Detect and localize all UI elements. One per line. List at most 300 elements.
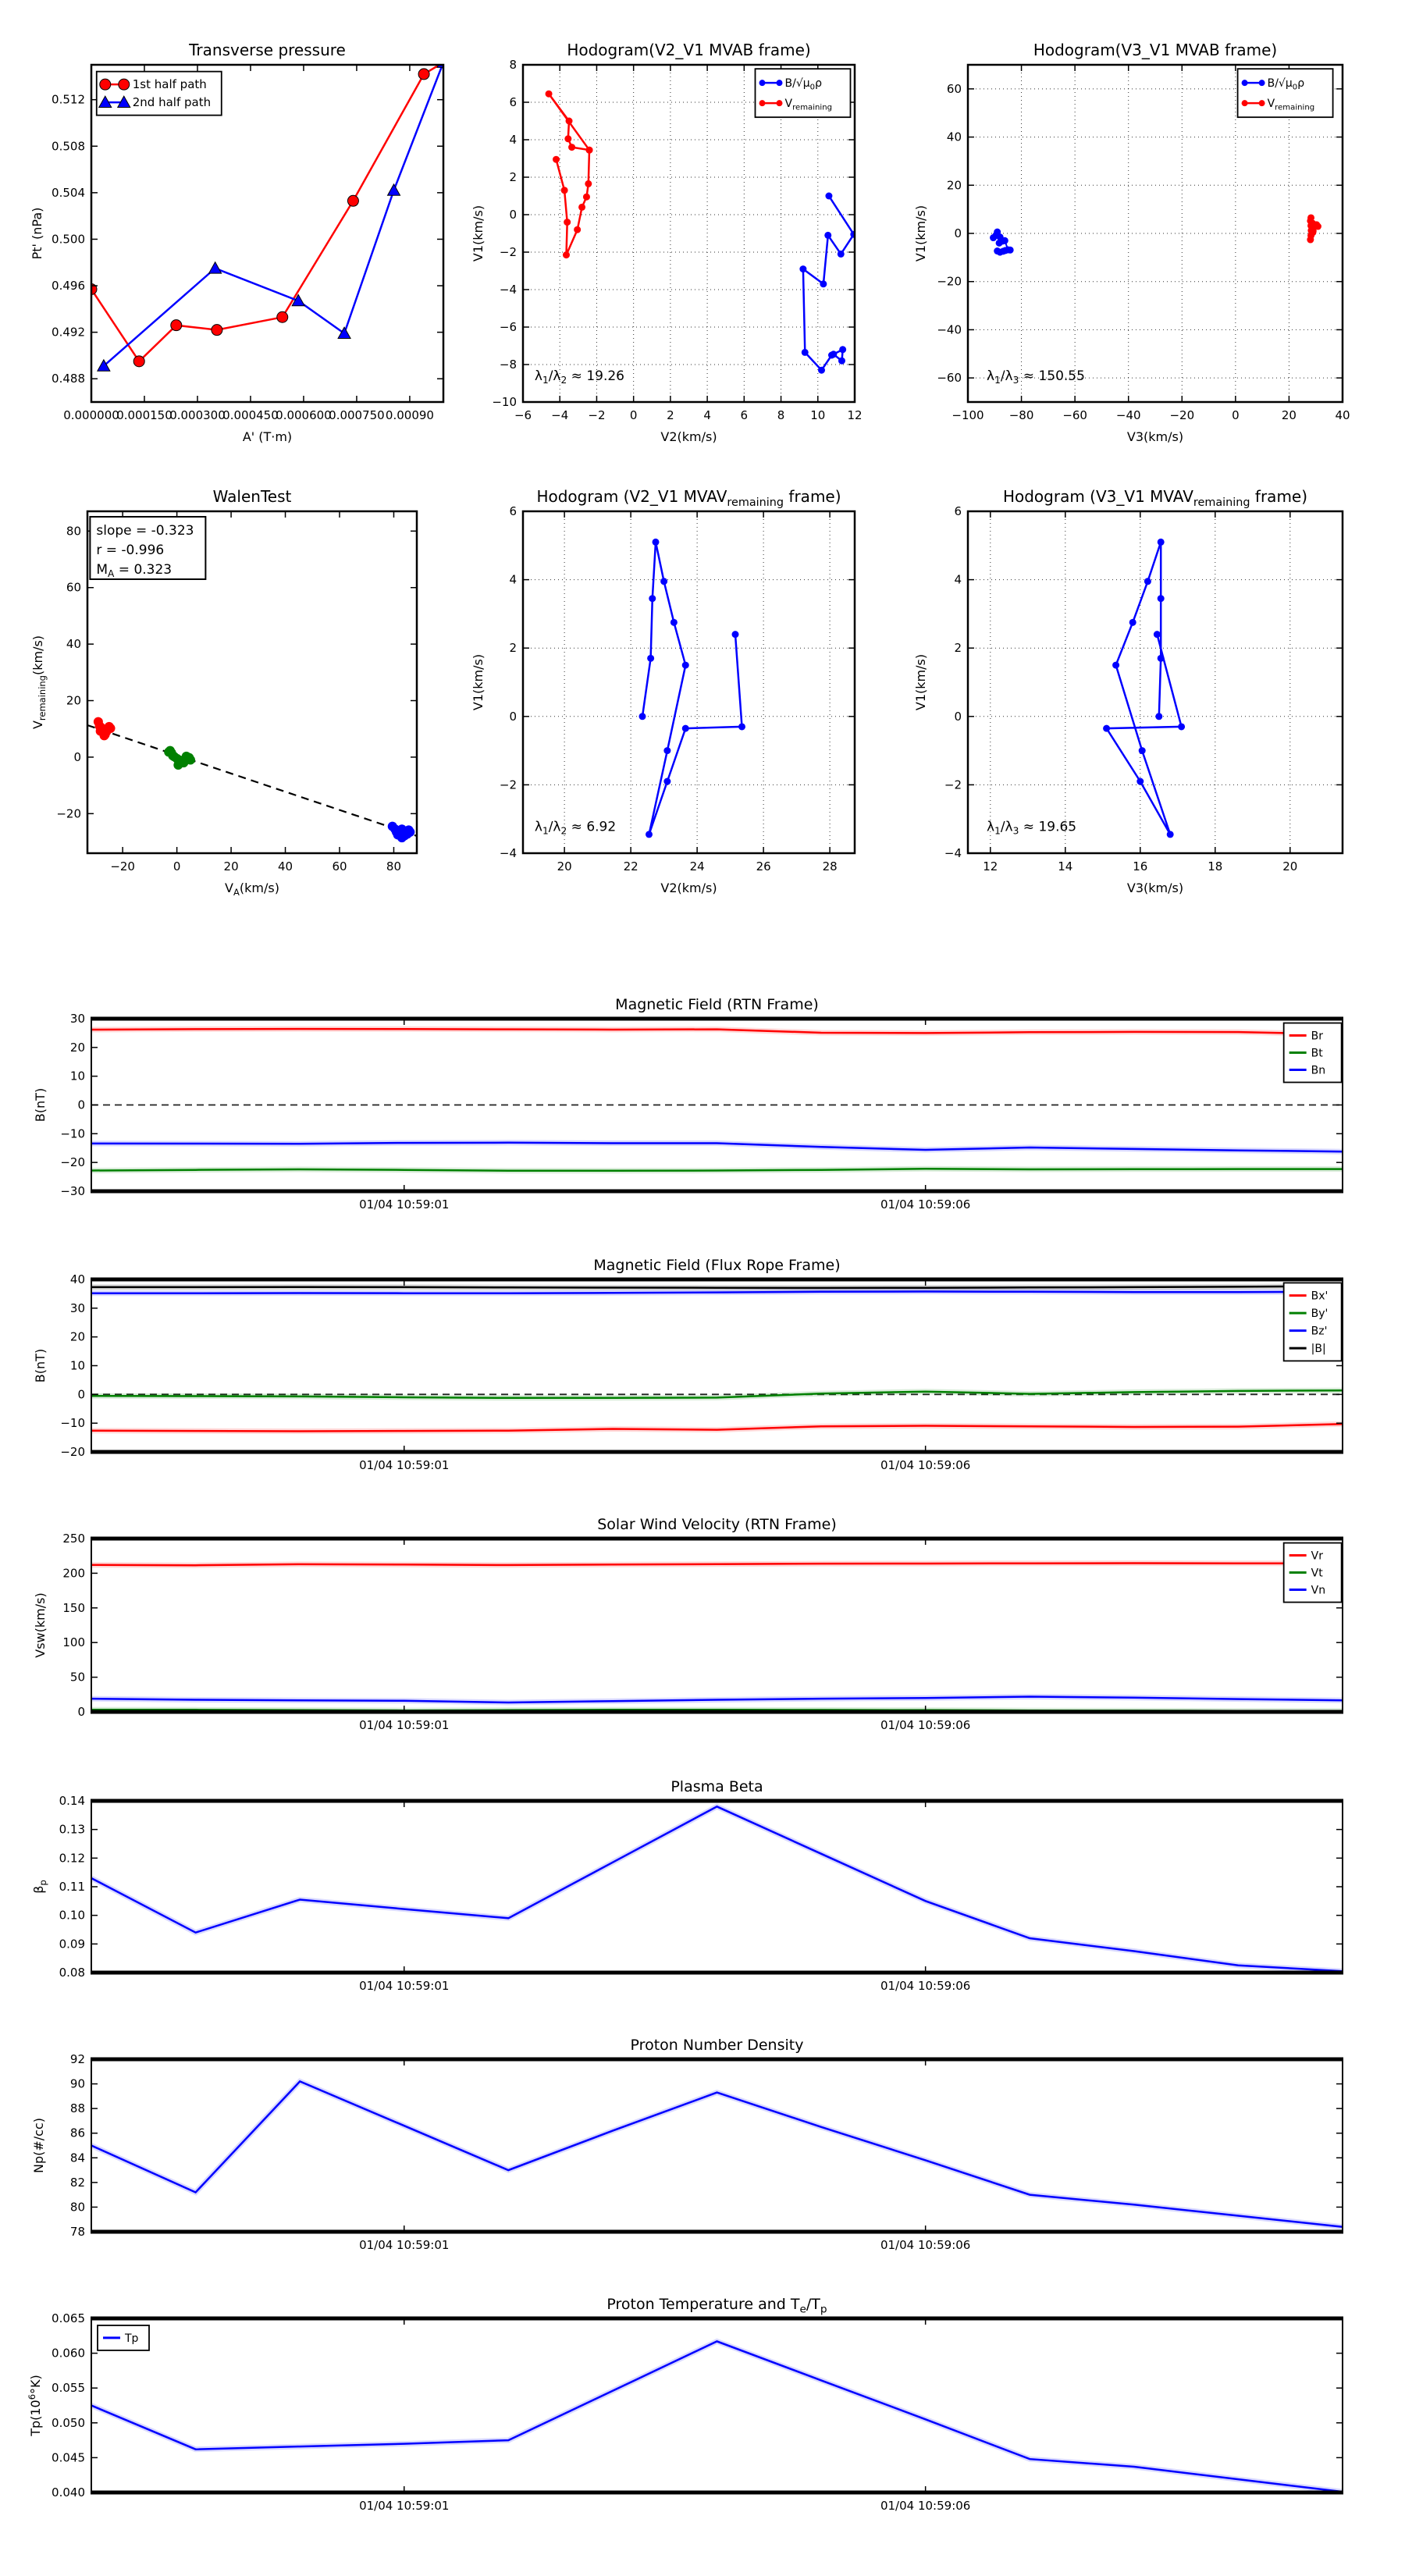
- series-layer: [546, 91, 858, 374]
- dot-marker: [586, 147, 593, 154]
- x-tick-label: 0.000150: [116, 408, 173, 422]
- series-layer: [91, 1564, 1343, 1711]
- triangle-marker: [209, 262, 222, 273]
- legend-label: Br: [1311, 1030, 1324, 1043]
- circle-marker: [119, 79, 130, 90]
- circle-marker: [277, 311, 288, 322]
- axes-frame: [523, 511, 855, 853]
- y-tick-label: 0.09: [59, 1937, 85, 1952]
- dot-marker: [777, 80, 783, 86]
- dot-marker: [838, 251, 845, 258]
- x-tick-label: 20: [557, 859, 572, 873]
- dot-marker: [1144, 578, 1151, 585]
- y-tick-label: 0.500: [52, 232, 85, 247]
- y-tick-label: 0.060: [52, 2346, 85, 2361]
- solar-wind-velocity-legend: [1284, 1543, 1342, 1603]
- dot-marker: [820, 280, 827, 287]
- y-tick-label: 0.508: [52, 139, 85, 154]
- y-tick-label: 82: [69, 2175, 85, 2190]
- circle-marker: [418, 69, 429, 80]
- magnetic-field-rtn-title: Magnetic Field (RTN Frame): [615, 996, 819, 1013]
- x-tick-label: 2: [667, 408, 674, 422]
- dot-marker: [653, 539, 660, 546]
- x-tick-label: −60: [1062, 408, 1087, 422]
- x-tick-label: 0.000300: [169, 408, 226, 422]
- x-tick-label: −6: [514, 408, 532, 422]
- y-tick-label: 6: [954, 504, 962, 518]
- walen-test-title: WalenTest: [212, 487, 292, 506]
- grid: [968, 511, 1343, 853]
- y-tick-label: 0.504: [52, 185, 85, 200]
- dot-marker: [553, 156, 560, 163]
- x-tick-label: 22: [623, 859, 638, 873]
- y-tick-label: 0.065: [52, 2311, 85, 2325]
- x-tick-label: 12: [983, 859, 998, 873]
- axes-frame: [91, 1801, 1343, 1973]
- stats-line: r = -0.996: [96, 543, 165, 559]
- dot-marker: [564, 135, 571, 142]
- plot-walen-test: [30, 487, 417, 898]
- plot-plasma-beta: [31, 1778, 1343, 1993]
- circle-marker: [133, 356, 144, 367]
- x-tick-label: 40: [1335, 408, 1350, 422]
- y-tick-label: 150: [62, 1600, 85, 1615]
- y-tick-label: 0.14: [59, 1794, 85, 1808]
- y-tick-label: 6: [509, 504, 517, 518]
- y-tick-label: 4: [954, 572, 962, 587]
- magnetic-field-flux-rope-legend: [1284, 1283, 1342, 1361]
- plot-transverse-pressure: [30, 41, 450, 444]
- hodogram-v3v1-mvab-xlabel: V3(km/s): [1126, 429, 1184, 444]
- dot-marker: [1167, 831, 1174, 838]
- dot-marker: [563, 251, 570, 258]
- proton-temperature-title: Proton Temperature and $T_e/T_p$: [606, 2296, 827, 2316]
- hodogram-v3v1-mvav-title: Hodogram (V3_V1 $MVAV_{remaining}$ frame): [1002, 487, 1308, 509]
- legend-label: 2nd half path: [132, 95, 212, 110]
- y-tick-label: 4: [509, 572, 517, 587]
- hodogram-v2v1-mvav-ylabel: V1(km/s): [471, 653, 486, 711]
- y-tick-label: 60: [66, 580, 81, 595]
- y-tick-label: −8: [499, 358, 517, 372]
- magnetic-field-flux-rope-title: Magnetic Field (Flux Rope Frame): [593, 1257, 841, 1274]
- hodogram-v3v1-mvab-title: Hodogram(V3_V1 MVAB frame): [1033, 41, 1278, 59]
- y-tick-label: 0.12: [59, 1851, 85, 1866]
- y-tick-label: 30: [69, 1012, 85, 1026]
- dot-marker: [1103, 725, 1110, 732]
- y-tick-label: 0: [77, 1705, 85, 1719]
- x-tick-label: 18: [1208, 859, 1223, 873]
- y-tick-label: 0: [509, 208, 517, 222]
- series-beta: [91, 1806, 1343, 1971]
- y-tick-label: 90: [69, 2076, 85, 2091]
- legend-label: $B/√\mu_0\rho$: [784, 77, 822, 92]
- dot-marker: [994, 247, 1001, 254]
- dot-marker: [1129, 619, 1136, 626]
- dot-marker: [1136, 778, 1144, 785]
- x-tick-label: −20: [1169, 408, 1195, 422]
- x-tick-label: 14: [1058, 859, 1073, 873]
- dot-marker: [839, 346, 846, 353]
- x-tick-label: 01/04 10:59:06: [880, 1979, 971, 1993]
- x-tick-label: −4: [551, 408, 569, 422]
- y-tick-label: 30: [69, 1300, 85, 1315]
- hodogram-v3v1-mvav-xlabel: V3(km/s): [1126, 881, 1184, 895]
- y-tick-label: 40: [66, 637, 81, 652]
- y-tick-label: 0.13: [59, 1822, 85, 1837]
- y-tick-label: 0.050: [52, 2415, 85, 2430]
- dot-marker: [1112, 662, 1119, 669]
- plot-proton-temperature: [27, 2296, 1343, 2513]
- y-tick-label: −30: [60, 1184, 85, 1198]
- x-tick-label: 01/04 10:59:06: [880, 1197, 971, 1212]
- y-tick-label: 78: [69, 2225, 85, 2239]
- triangle-marker: [292, 294, 304, 305]
- x-tick-label: 0.00090: [385, 408, 434, 422]
- dot-marker: [663, 747, 670, 754]
- dot-marker: [639, 713, 646, 720]
- x-tick-label: 01/04 10:59:01: [359, 1458, 450, 1472]
- y-tick-label: −2: [499, 777, 517, 792]
- magnetic-field-rtn-ylabel: B(nT): [33, 1087, 48, 1123]
- x-tick-label: 0.000600: [276, 408, 332, 422]
- y-tick-label: 4: [509, 133, 517, 147]
- circle-marker: [347, 195, 358, 206]
- legend-label: $V_{remaining}$: [1267, 98, 1315, 112]
- hodogram-v2v1-mvab-ylabel: V1(km/s): [471, 205, 486, 262]
- y-tick-label: 0.040: [52, 2485, 85, 2500]
- plot-hodogram-v2v1-mvab: [471, 41, 863, 444]
- legend-label: |B|: [1311, 1343, 1326, 1356]
- dot-marker: [777, 100, 783, 106]
- x-tick-label: 26: [756, 859, 771, 873]
- y-tick-label: −10: [60, 1416, 85, 1431]
- y-tick-label: 0: [77, 1098, 85, 1112]
- y-tick-label: 88: [69, 2101, 85, 2116]
- dot-marker: [1155, 713, 1162, 720]
- series-path: [642, 542, 742, 834]
- y-tick-label: −4: [944, 846, 962, 860]
- y-tick-label: 200: [62, 1566, 85, 1581]
- x-tick-label: 01/04 10:59:06: [880, 1458, 971, 1472]
- dot-marker: [1242, 80, 1248, 86]
- transverse-pressure-legend: [97, 72, 222, 116]
- y-tick-label: 0.492: [52, 325, 85, 340]
- hodogram-v2v1-mvav-title: Hodogram (V2_V1 $MVAV_{remaining}$ frame): [536, 487, 841, 509]
- legend-label: $V_{remaining}$: [784, 98, 833, 112]
- dot-marker: [663, 778, 670, 785]
- dot-marker: [568, 144, 575, 151]
- dot-marker: [759, 80, 766, 86]
- y-tick-label: 6: [509, 95, 517, 109]
- plot-magnetic-field-flux-rope: [33, 1257, 1343, 1472]
- hodogram-v2v1-mvab-legend: [756, 69, 851, 117]
- dot-marker: [566, 118, 573, 125]
- dot-marker: [1139, 747, 1146, 754]
- x-tick-label: 12: [847, 408, 863, 422]
- y-tick-label: 100: [62, 1635, 85, 1650]
- x-tick-label: 0.000450: [222, 408, 279, 422]
- plot-hodogram-v3v1-mvav: [913, 487, 1343, 895]
- lambda-annotation: $\lambda_1/\lambda_2 \approx 19.26$: [534, 368, 624, 386]
- legend-label: $B/√\mu_0\rho$: [1267, 77, 1305, 92]
- y-tick-label: 92: [69, 2052, 85, 2066]
- y-tick-label: 0.055: [52, 2381, 85, 2396]
- dot-marker: [732, 631, 739, 638]
- x-tick-label: 01/04 10:59:01: [359, 1718, 450, 1732]
- dot-marker: [179, 758, 188, 767]
- dot-marker: [1001, 237, 1008, 244]
- y-tick-label: −10: [60, 1126, 85, 1141]
- series-layer: [91, 1286, 1343, 1432]
- stats-line: $M_A = 0.323$: [96, 562, 173, 580]
- x-tick-label: −20: [110, 859, 135, 873]
- axes-frame: [968, 511, 1343, 853]
- dot-marker: [818, 367, 825, 374]
- dot-marker: [1307, 237, 1314, 244]
- x-tick-label: 24: [689, 859, 705, 873]
- y-tick-label: 8: [509, 58, 517, 72]
- stats-line: slope = -0.323: [96, 523, 194, 539]
- dot-marker: [397, 833, 407, 842]
- x-tick-label: 40: [278, 859, 293, 873]
- legend-label: Bx': [1311, 1290, 1329, 1303]
- dot-marker: [660, 578, 667, 585]
- x-tick-label: 8: [777, 408, 785, 422]
- dot-marker: [546, 91, 553, 98]
- dot-marker: [1158, 539, 1165, 546]
- x-tick-label: 0: [629, 408, 638, 422]
- dot-marker: [682, 662, 689, 669]
- triangle-marker: [338, 327, 350, 338]
- y-tick-label: −20: [60, 1155, 85, 1170]
- plot-proton-number-density: [31, 2037, 1343, 2252]
- y-tick-label: −20: [56, 806, 81, 821]
- dot-marker: [585, 180, 592, 187]
- x-tick-label: 0.000000: [63, 408, 119, 422]
- y-tick-label: 80: [69, 2200, 85, 2215]
- series-layer: [87, 717, 417, 842]
- dot-marker: [682, 725, 689, 732]
- hodogram-v2v1-mvav-xlabel: V2(km/s): [660, 881, 717, 895]
- x-tick-label: 0: [173, 859, 181, 873]
- y-tick-label: 2: [509, 641, 517, 656]
- dot-marker: [1158, 655, 1165, 662]
- hodogram-v3v1-mvav-ylabel: V1(km/s): [913, 653, 928, 711]
- legend-label: Vt: [1311, 1567, 1323, 1580]
- x-tick-label: 16: [1133, 859, 1148, 873]
- series-path: [1107, 542, 1182, 834]
- transverse-pressure-xlabel: A' (T·m): [242, 429, 293, 444]
- x-tick-label: −40: [1115, 408, 1141, 422]
- dot-marker: [670, 619, 678, 626]
- hodogram-v3v1-mvab-legend: [1238, 69, 1333, 117]
- y-tick-label: −6: [499, 320, 517, 334]
- dot-marker: [799, 265, 806, 272]
- proton-temperature-legend: [98, 2325, 149, 2350]
- y-tick-label: 2: [954, 641, 962, 656]
- y-tick-label: 0: [954, 709, 962, 724]
- series-layer: [91, 2341, 1343, 2492]
- plasma-beta-title: Plasma Beta: [670, 1778, 763, 1795]
- dot-marker: [738, 723, 745, 730]
- dot-marker: [649, 595, 656, 602]
- x-tick-label: 20: [1281, 408, 1297, 422]
- x-tick-label: 01/04 10:59:06: [880, 2499, 971, 2513]
- magnetic-field-flux-rope-ylabel: B(nT): [33, 1348, 48, 1383]
- axes-frame: [91, 2318, 1343, 2492]
- y-tick-label: 250: [62, 1532, 85, 1546]
- series-B-over-sqrt-mu0rho: [803, 196, 854, 370]
- series-layer: [91, 2081, 1343, 2226]
- x-tick-label: 20: [223, 859, 239, 873]
- solar-wind-velocity-title: Solar Wind Velocity (RTN Frame): [597, 1516, 837, 1533]
- y-tick-label: 0.045: [52, 2450, 85, 2465]
- circle-marker: [212, 325, 222, 336]
- y-tick-label: −40: [937, 322, 962, 337]
- dot-marker: [583, 194, 590, 201]
- y-tick-label: −4: [499, 846, 517, 860]
- y-tick-label: 0.512: [52, 92, 85, 107]
- proton-number-density-ylabel: Np(#/cc): [31, 2118, 46, 2173]
- triangle-marker: [388, 184, 400, 195]
- y-tick-label: 0.08: [59, 1966, 85, 1980]
- x-tick-label: 28: [822, 859, 838, 873]
- series-glow-beta: [91, 1806, 1343, 1971]
- series-layer: [91, 1029, 1343, 1171]
- dot-marker: [1154, 631, 1161, 638]
- series-Tp: [91, 2341, 1343, 2492]
- dot-marker: [990, 234, 997, 241]
- x-tick-label: 01/04 10:59:01: [359, 1979, 450, 1993]
- series-layer: [639, 539, 746, 838]
- dot-marker: [561, 187, 568, 194]
- legend-label: Bn: [1311, 1064, 1326, 1077]
- x-tick-label: 20: [1282, 859, 1298, 873]
- dot-marker: [802, 349, 809, 356]
- hodogram-v2v1-mvab-xlabel: V2(km/s): [660, 429, 717, 444]
- y-tick-label: 0.10: [59, 1908, 85, 1923]
- walen-test-ylabel: $V_{remaining}(km/s)$: [30, 635, 48, 730]
- x-tick-label: −100: [951, 408, 984, 422]
- plot-magnetic-field-rtn: [33, 996, 1343, 1212]
- legend-label: Tp: [125, 2332, 139, 2345]
- y-tick-label: 60: [946, 81, 962, 96]
- y-tick-label: 20: [69, 1329, 85, 1344]
- x-tick-label: 01/04 10:59:06: [880, 2238, 971, 2252]
- dot-marker: [578, 204, 585, 211]
- y-tick-label: 10: [69, 1069, 85, 1083]
- y-tick-label: 2: [509, 170, 517, 184]
- legend-label: 1st half path: [132, 77, 207, 92]
- x-tick-label: 01/04 10:59:06: [880, 1718, 971, 1732]
- legend-label: Vr: [1311, 1550, 1324, 1563]
- y-tick-label: 80: [66, 524, 81, 539]
- transverse-pressure-title: Transverse pressure: [189, 41, 346, 59]
- y-tick-label: 20: [69, 1040, 85, 1055]
- x-tick-label: 4: [703, 408, 711, 422]
- x-tick-label: −2: [588, 408, 606, 422]
- y-tick-label: 40: [946, 130, 962, 144]
- y-tick-label: 0: [73, 749, 81, 764]
- y-tick-label: 20: [66, 693, 81, 708]
- series-fit-line: [87, 725, 417, 836]
- plot-hodogram-v2v1-mvav: [471, 487, 855, 895]
- x-tick-label: 6: [740, 408, 749, 422]
- walen-test-xlabel: $V_A(km/s)$: [225, 881, 279, 898]
- legend-label: Bz': [1311, 1325, 1328, 1338]
- y-tick-label: 0: [509, 709, 517, 724]
- x-tick-label: 80: [386, 859, 402, 873]
- y-tick-label: −10: [492, 395, 517, 409]
- series-layer: [91, 1806, 1343, 1971]
- x-tick-label: 0: [1232, 408, 1240, 422]
- magnetic-field-rtn-legend: [1284, 1023, 1342, 1083]
- proton-temperature-ylabel: $Tp(10^6^\circ K)$: [26, 2375, 43, 2436]
- y-tick-label: 20: [946, 178, 962, 193]
- y-tick-label: −4: [499, 283, 517, 297]
- dot-marker: [1259, 100, 1265, 106]
- dot-marker: [646, 831, 653, 838]
- solar-wind-velocity-ylabel: Vsw(km/s): [33, 1592, 48, 1658]
- dot-marker: [1158, 595, 1165, 602]
- x-tick-label: 10: [810, 408, 826, 422]
- dot-marker: [830, 350, 837, 358]
- dot-marker: [1310, 227, 1317, 234]
- transverse-pressure-ylabel: Pt' (nPa): [30, 207, 44, 260]
- y-tick-label: 0: [77, 1387, 85, 1402]
- circle-marker: [171, 320, 182, 331]
- y-tick-label: −2: [944, 777, 962, 792]
- legend-label: Bt: [1311, 1047, 1323, 1060]
- hodogram-v2v1-mvab-title: Hodogram(V2_V1 MVAB frame): [567, 41, 811, 59]
- x-tick-label: 01/04 10:59:01: [359, 2499, 450, 2513]
- circle-marker: [100, 79, 111, 90]
- x-tick-label: −80: [1008, 408, 1034, 422]
- dot-marker: [1178, 723, 1185, 730]
- dot-marker: [1259, 80, 1265, 86]
- y-tick-label: 86: [69, 2126, 85, 2140]
- dot-marker: [1007, 247, 1014, 254]
- dot-marker: [647, 655, 654, 662]
- lambda-annotation: $\lambda_1/\lambda_2 \approx 6.92$: [534, 819, 617, 837]
- grid: [523, 511, 855, 853]
- lambda-annotation: $\lambda_1/\lambda_3 \approx 150.55$: [987, 368, 1085, 386]
- dot-marker: [405, 827, 414, 837]
- y-tick-label: −20: [60, 1445, 85, 1459]
- dot-marker: [564, 219, 571, 226]
- y-tick-label: −20: [937, 274, 962, 289]
- y-tick-label: −2: [499, 245, 517, 259]
- lambda-annotation: $\lambda_1/\lambda_3 \approx 19.65$: [987, 819, 1077, 837]
- legend-label: By': [1311, 1308, 1329, 1321]
- y-tick-label: −60: [937, 371, 962, 386]
- proton-number-density-title: Proton Number Density: [630, 2037, 804, 2054]
- dot-marker: [824, 232, 831, 239]
- y-tick-label: 50: [69, 1670, 85, 1685]
- dot-marker: [96, 727, 105, 736]
- dot-marker: [759, 100, 766, 106]
- series-layer: [1103, 539, 1185, 838]
- y-tick-label: 40: [69, 1272, 85, 1286]
- y-tick-label: 0.496: [52, 279, 85, 294]
- hodogram-v3v1-mvab-ylabel: V1(km/s): [913, 205, 928, 262]
- y-tick-label: 0: [954, 226, 962, 240]
- y-tick-label: 84: [69, 2151, 85, 2165]
- legend-label: Vn: [1311, 1584, 1326, 1597]
- plot-hodogram-v3v1-mvab: [913, 41, 1350, 444]
- x-tick-label: 01/04 10:59:01: [359, 2238, 450, 2252]
- dot-marker: [825, 193, 832, 200]
